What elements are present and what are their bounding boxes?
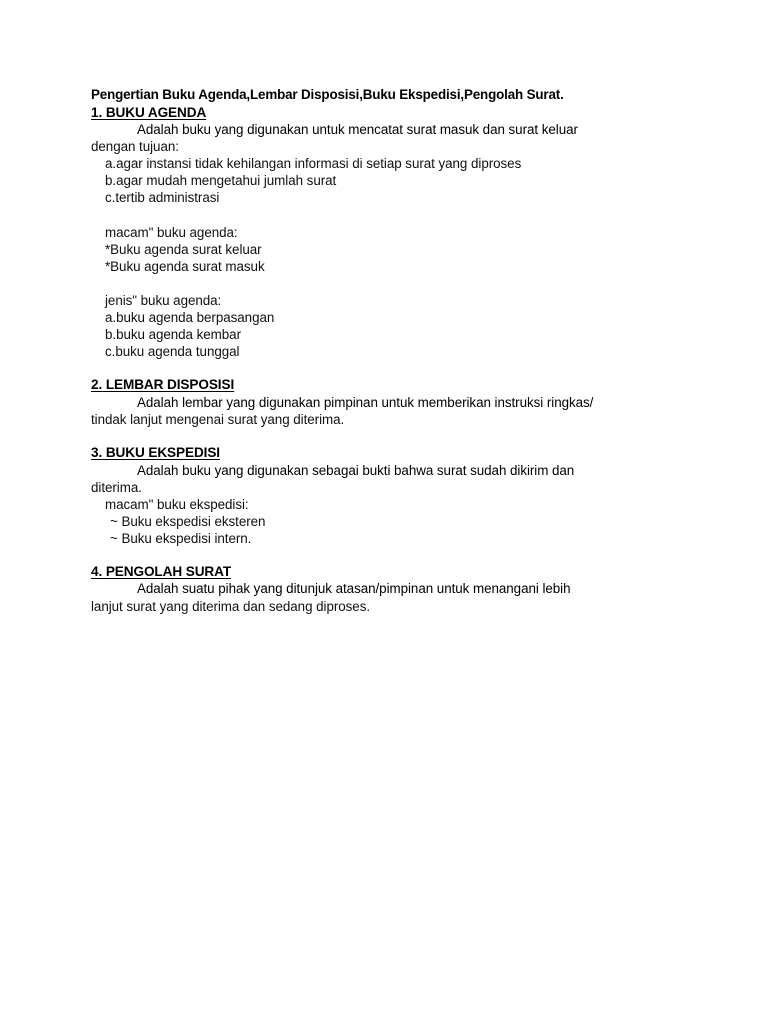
- list-item: a.buku agenda berpasangan: [105, 310, 275, 326]
- section-heading-3: [91, 444, 677, 462]
- section-heading-1: [91, 104, 677, 122]
- section-spacer: [91, 428, 677, 444]
- section-4-paragraph-line-1: [91, 580, 677, 597]
- section-2-paragraph-line-1: [91, 394, 677, 411]
- blank-line: [91, 206, 677, 223]
- section-2-paragraph-text-1: Adalah lembar yang digunakan pimpinan untuk memberikan instruksi ringkas/: [137, 394, 594, 410]
- section-title-1: BUKU AGENDA: [102, 104, 207, 120]
- list-item: a.agar instansi tidak kehilangan informasi di setiap surat yang diproses: [105, 156, 522, 172]
- section-3-paragraph-line-2: diterima.: [91, 479, 142, 495]
- section-spacer: [91, 360, 677, 376]
- section-1-paragraph-text-1: Adalah buku yang digunakan untuk mencatat surat masuk dan surat keluar: [137, 122, 578, 137]
- section-4-paragraph-line-2: lanjut surat yang diterima dan sedang diproses.: [91, 598, 371, 614]
- section-2-paragraph-line-2: tindak lanjut mengenai surat yang diterima.: [91, 411, 345, 427]
- list-item: ~ Buku ekspedisi intern.: [110, 530, 252, 546]
- section-number-4: 4.: [91, 563, 103, 579]
- blank-line: [91, 275, 677, 292]
- section-title-4: PENGOLAH SURAT: [102, 563, 232, 579]
- section-title-3: BUKU EKSPEDISI: [102, 445, 220, 460]
- section-3-paragraph-text-1: Adalah buku yang digunakan sebagai bukti bahwa surat sudah dikirim dan: [137, 462, 575, 478]
- section-4-paragraph-text-1: Adalah suatu pihak yang ditunjuk atasan/pimpinan untuk menangani lebih: [137, 581, 571, 597]
- section-title-2: LEMBAR DISPOSISI: [102, 377, 235, 393]
- section-number-2: 2.: [91, 377, 103, 393]
- list-item: c.tertib administrasi: [105, 190, 220, 206]
- section-spacer: [91, 547, 677, 563]
- document-title: Pengertian Buku Agenda,Lembar Disposisi,Buku Ekspedisi,Pengolah Surat.: [91, 87, 564, 102]
- section-heading-2: [91, 376, 677, 394]
- section-number-3: 3.: [91, 445, 103, 460]
- macam-buku-agenda-label: macam" buku agenda:: [105, 224, 238, 240]
- section-number-1: 1.: [91, 104, 103, 120]
- list-item: *Buku agenda surat masuk: [105, 258, 265, 274]
- jenis-buku-agenda-label: jenis" buku agenda:: [105, 292, 222, 308]
- section-3-paragraph-line-1: [91, 462, 677, 479]
- list-item: b.agar mudah mengetahui jumlah surat: [105, 173, 337, 189]
- section-1-paragraph-line-1: [91, 121, 677, 138]
- list-item: ~ Buku ekspedisi eksteren: [110, 513, 266, 529]
- list-item: c.buku agenda tunggal: [105, 344, 240, 360]
- list-item: b.buku agenda kembar: [105, 327, 241, 343]
- document-body: [91, 86, 677, 615]
- macam-buku-ekspedisi-label: macam" buku ekspedisi:: [105, 496, 249, 512]
- list-item: *Buku agenda surat keluar: [105, 241, 262, 257]
- section-heading-4: [91, 563, 677, 581]
- section-1-paragraph-line-2: dengan tujuan:: [91, 139, 179, 155]
